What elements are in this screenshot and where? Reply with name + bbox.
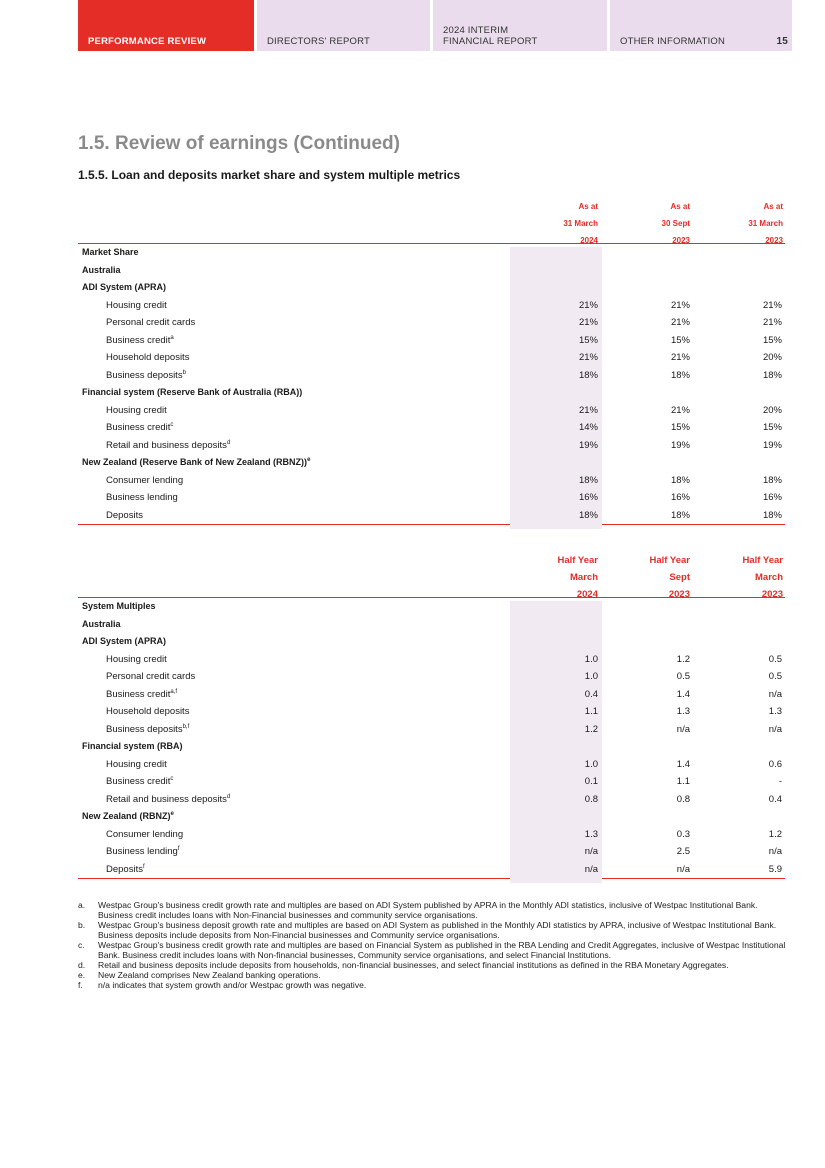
cell-value: 18% (578, 474, 598, 486)
footnote-text: n/a indicates that system growth and/or Westpac growth was negative. (98, 980, 367, 990)
cell-value: 16% (762, 492, 782, 503)
cell-value: n/a (768, 723, 782, 735)
cell-value: 0.5 (768, 671, 782, 682)
cell-value: 15% (670, 334, 690, 346)
cell-value: 0.6 (768, 758, 782, 770)
cell-value: 15% (762, 334, 782, 346)
cell-value: 16% (670, 492, 690, 503)
nav-tab-label (443, 25, 538, 47)
table-row (78, 756, 785, 774)
table-row (78, 472, 785, 490)
section-heading: Market Share (82, 247, 139, 257)
cell-value: 2.5 (676, 846, 690, 857)
cell-value: 21% (578, 352, 598, 363)
footnote-ref: d (226, 439, 231, 446)
row-label: Housing credit (106, 653, 167, 665)
cell-value: 0.3 (676, 828, 690, 840)
footnote-marker: a. (78, 900, 86, 910)
row-label: Consumer lending (106, 474, 184, 486)
row-label: Housing credit (106, 299, 167, 311)
group-heading: New Zealand (RBNZ)$^e$ (82, 811, 174, 821)
group-heading: New Zealand (Reserve Bank of New Zealand (RBNZ))$^e$ (82, 457, 311, 467)
table-row (78, 826, 785, 844)
table-header (78, 198, 785, 243)
cell-value: 0.8 (584, 793, 598, 805)
footnotes (78, 900, 788, 990)
cell-value: n/a (676, 863, 690, 875)
cell-value: 15% (670, 422, 690, 433)
table-row (78, 721, 785, 739)
column-header: Half Year March 2023 (742, 555, 783, 600)
table-row (78, 791, 785, 809)
footnote-ref: d (226, 793, 231, 800)
footnote-ref: c (170, 422, 174, 428)
footnote (78, 970, 788, 980)
cell-value: 18% (670, 474, 690, 486)
nav-tab-interim-financial-report[interactable] (433, 0, 607, 51)
cell-value: 18% (762, 474, 782, 486)
table-row (78, 668, 785, 686)
cell-value: 21% (762, 317, 782, 328)
footnote-text: New Zealand comprises New Zealand banking operations. (98, 970, 321, 980)
cell-value: 21% (670, 317, 690, 328)
footnote-ref: f (142, 863, 145, 870)
cell-value: 21% (578, 299, 598, 311)
cell-value: 1.0 (584, 758, 598, 770)
cell-value: 1.0 (584, 653, 598, 665)
row-label: Consumer lending (106, 828, 184, 840)
table-row (78, 861, 785, 879)
footnote (78, 900, 788, 920)
footnote-ref: c (170, 776, 174, 782)
row-label: Personal credit cards (106, 671, 196, 682)
table-row (78, 489, 785, 507)
cell-value: 1.1 (584, 706, 598, 717)
footnote-ref: a,f (170, 688, 178, 695)
cell-value: 5.9 (768, 863, 782, 875)
footnote (78, 960, 788, 970)
nav-tab-label-line2: FINANCIAL REPORT (443, 36, 538, 47)
footnote-marker: c. (78, 940, 85, 950)
cell-value: 1.1 (676, 776, 690, 787)
group-heading: ADI System (APRA) (82, 282, 167, 292)
group-heading: Financial system (RBA) (82, 741, 183, 751)
column-header: Half Year Sept 2023 (649, 555, 690, 600)
cell-value: 0.8 (676, 793, 690, 805)
cell-value: 19% (670, 439, 690, 451)
cell-value: 21% (762, 299, 782, 311)
cell-value: 21% (578, 404, 598, 416)
cell-value: 15% (578, 334, 598, 346)
table-row (78, 843, 785, 861)
row-label: Business credit$^c$ (106, 776, 174, 787)
table-row (78, 314, 785, 332)
cell-value: 21% (670, 299, 690, 311)
cell-value: 0.1 (584, 776, 598, 787)
table-row (78, 773, 785, 791)
row-label: Business deposits$^b$ (106, 369, 186, 381)
footer-rule (78, 878, 785, 879)
cell-value: 19% (762, 439, 782, 451)
table-header (78, 552, 785, 600)
table-row (78, 332, 785, 350)
cell-value: 15% (762, 422, 782, 433)
cell-value: 20% (762, 404, 782, 416)
cell-value: 21% (670, 352, 690, 363)
row-label: Business credit$^{a,f}$ (106, 688, 178, 700)
cell-value: 18% (578, 509, 598, 521)
footnote-marker: e. (78, 970, 86, 980)
nav-tab-performance-review[interactable] (78, 0, 254, 51)
footnote-marker: f. (78, 980, 83, 990)
cell-value: n/a (768, 846, 782, 857)
footnote (78, 920, 788, 940)
table-row (78, 402, 785, 420)
cell-value: 1.2 (768, 828, 782, 840)
cell-value: n/a (768, 688, 782, 700)
row-label: Personal credit cards (106, 317, 196, 328)
nav-tab-directors-report[interactable] (257, 0, 430, 51)
footer-rule (78, 524, 785, 525)
footnote-ref: b (182, 369, 186, 376)
section-heading: System Multiples (82, 601, 156, 611)
footnote (78, 980, 788, 990)
cell-value: 19% (578, 439, 598, 451)
table-row (78, 686, 785, 704)
table-row (78, 349, 785, 367)
table-row (78, 437, 785, 455)
nav-tab-label-line1: 2024 INTERIM (443, 25, 509, 36)
row-label: Business lending (106, 492, 178, 503)
footnote (78, 940, 788, 960)
cell-value: 1.3 (584, 828, 598, 840)
cell-value: 1.3 (768, 706, 782, 717)
row-label: Household deposits (106, 352, 190, 363)
cell-value: 1.3 (676, 706, 690, 717)
column-header: As at 30 Sept 2023 (661, 202, 690, 245)
region-heading: Australia (82, 618, 121, 629)
system-multiples-table (78, 552, 785, 879)
cell-value: 0.5 (676, 671, 690, 682)
cell-value: 1.4 (676, 758, 690, 770)
nav-tab-label: DIRECTORS' REPORT (267, 36, 371, 47)
row-label: Business credit$^a$ (106, 334, 174, 346)
cell-value: 1.0 (584, 671, 598, 682)
row-label: Business deposits$^{b,f}$ (106, 723, 190, 735)
cell-value: 18% (670, 369, 690, 381)
nav-tab-other-information[interactable] (610, 0, 792, 51)
cell-value: 14% (578, 422, 598, 433)
group-heading: Financial system (Reserve Bank of Australia (RBA)) (82, 387, 303, 397)
cell-value: n/a (584, 863, 598, 875)
cell-value: n/a (676, 723, 690, 735)
cell-value: 16% (578, 492, 598, 503)
footnote-text: Westpac Group's business credit growth rate and multiples are based on ADI System published by APRA in the Monthly ADI statistics, inclusive of Westpac Institutional Bank. Business credit includes loans with Non-Financial businesses and community service organisations. (98, 900, 758, 920)
footnote-text: Retail and business deposits include deposits from households, non-financial businesses, and select financial institutions as defined in the RBA Monetary Aggregates. (98, 960, 729, 970)
footnote-text: Westpac Group's business credit growth rate and multiples are based on Financial System as published in the RBA Lending and Credit Aggregates, inclusive of Westpac Institutional Bank. Business credit includes loans with Non-financial businesses, Community service organisations, and select Financial Institutions. (98, 940, 786, 960)
nav-tab-label: PERFORMANCE REVIEW (88, 36, 207, 47)
footnote-ref: a (170, 334, 174, 341)
footnote-marker: b. (78, 920, 86, 930)
page-number: 15 (776, 36, 788, 47)
cell-value: 0.4 (768, 793, 782, 805)
cell-value: 18% (762, 369, 782, 381)
table-row (78, 507, 785, 525)
table-row (78, 419, 785, 437)
row-label: Housing credit (106, 758, 167, 770)
cell-value: 1.4 (676, 688, 690, 700)
cell-value: 18% (762, 509, 782, 521)
cell-value: 0.5 (768, 653, 782, 665)
cell-value: 1.2 (676, 653, 690, 665)
cell-value: - (778, 776, 782, 787)
cell-value: 1.2 (584, 723, 598, 735)
row-label: Business credit$^c$ (106, 422, 174, 433)
footnote-text: Westpac Group's business deposit growth rate and multiples are based on ADI System as published in the Monthly ADI statistics by APRA, inclusive of Westpac Institutional Bank. Business deposits include deposits from Non-Financial businesses and Community service organisations. (98, 920, 777, 940)
row-label: Deposits$^f$ (106, 863, 145, 875)
region-heading: Australia (82, 264, 121, 275)
row-label: Retail and business deposits$^d$ (106, 793, 231, 805)
footnote-ref: b,f (182, 723, 190, 730)
row-label: Housing credit (106, 404, 167, 416)
column-header: As at 31 March 2024 (563, 202, 598, 245)
table-row (78, 651, 785, 669)
nav-tab-label: OTHER INFORMATION (620, 36, 726, 47)
row-label: Deposits (106, 509, 143, 521)
cell-value: 18% (578, 369, 598, 381)
cell-value: 18% (670, 509, 690, 521)
section-title: 1.5.5. Loan and deposits market share and system multiple metrics (78, 168, 461, 182)
table-row (78, 703, 785, 721)
page-title: 1.5. Review of earnings (Continued) (78, 133, 400, 154)
row-label: Business lending$^f$ (106, 846, 180, 857)
row-label: Household deposits (106, 706, 190, 717)
table-row (78, 297, 785, 315)
cell-value: 21% (578, 317, 598, 328)
footnote-marker: d. (78, 960, 86, 970)
footnote-ref: f (177, 846, 180, 852)
table-row (78, 367, 785, 385)
column-header: Half Year March 2024 (557, 555, 598, 600)
group-heading: ADI System (APRA) (82, 636, 167, 646)
cell-value: 0.4 (584, 688, 598, 700)
cell-value: n/a (584, 846, 598, 857)
cell-value: 21% (670, 404, 690, 416)
column-header: As at 31 March 2023 (748, 202, 783, 245)
market-share-table (78, 198, 785, 525)
cell-value: 20% (762, 352, 782, 363)
row-label: Retail and business deposits$^d$ (106, 439, 231, 451)
